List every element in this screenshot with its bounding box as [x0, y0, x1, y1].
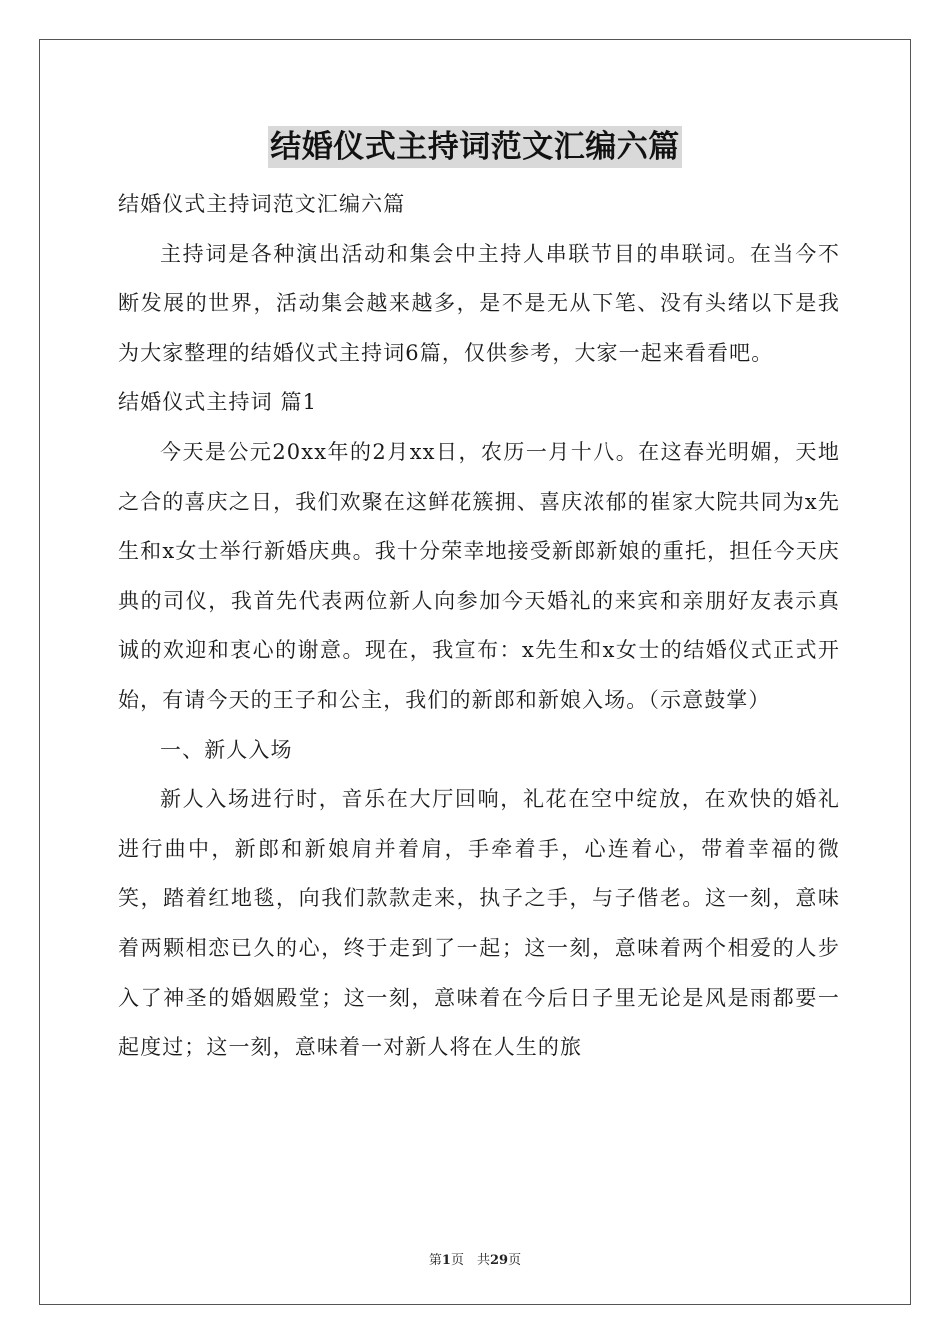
document-title: 结婚仪式主持词范文汇编六篇 [268, 126, 682, 168]
document-subtitle: 结婚仪式主持词范文汇编六篇 [118, 192, 406, 216]
sub-heading: 一、新人入场 [160, 737, 293, 762]
section-heading: 结婚仪式主持词 篇1 [118, 390, 318, 415]
footer-mid: 页 共 [450, 1253, 490, 1268]
page-footer [0, 1249, 950, 1268]
title-container [0, 126, 950, 168]
footer-suffix: 页 [508, 1253, 522, 1268]
footer-total-pages: 29 [489, 1253, 509, 1268]
paragraph-1: 今天是公元20xx年的2月xx日，农历一月十八。在这春光明媚，天地之合的喜庆之日，我们欢聚在这鲜花簇拥、喜庆浓郁的崔家大院共同为x先生和x女士举行新婚庆典。我十分荣幸地接受新郎新娘的重托，担任今天庆典的司仪，我首先代表两位新人向参加今天婚礼的来宾和亲朋好友表示真诚的欢迎和衷心的谢意。现在，我宣布：x先生和x女士的结婚仪式正式开始，有请今天的王子和公主，我们的新郎和新娘入场。（示意鼓掌） [118, 439, 840, 712]
footer-current-page: 1 [441, 1253, 451, 1268]
paragraph-2: 新人入场进行时，音乐在大厅回响，礼花在空中绽放，在欢快的婚礼进行曲中，新郎和新娘肩并着肩，手牵着手，心连着心，带着幸福的微笑，踏着红地毯，向我们款款走来，执子之手，与子偕老。这一刻，意味着两颗相恋已久的心，终于走到了一起；这一刻，意味着两个相爱的人步入了神圣的婚姻殿堂；这一刻，意味着在今后日子里无论是风是雨都要一起度过；这一刻，意味着一对新人将在人生的旅 [118, 787, 840, 1060]
footer-prefix: 第 [428, 1253, 442, 1268]
document-body [118, 180, 840, 1073]
intro-paragraph: 主持词是各种演出活动和集会中主持人串联节目的串联词。在当今不断发展的世界，活动集会越来越多，是不是无从下笔、没有头绪以下是我为大家整理的结婚仪式主持词6篇，仅供参考，大家一起来看看吧。 [118, 241, 840, 365]
